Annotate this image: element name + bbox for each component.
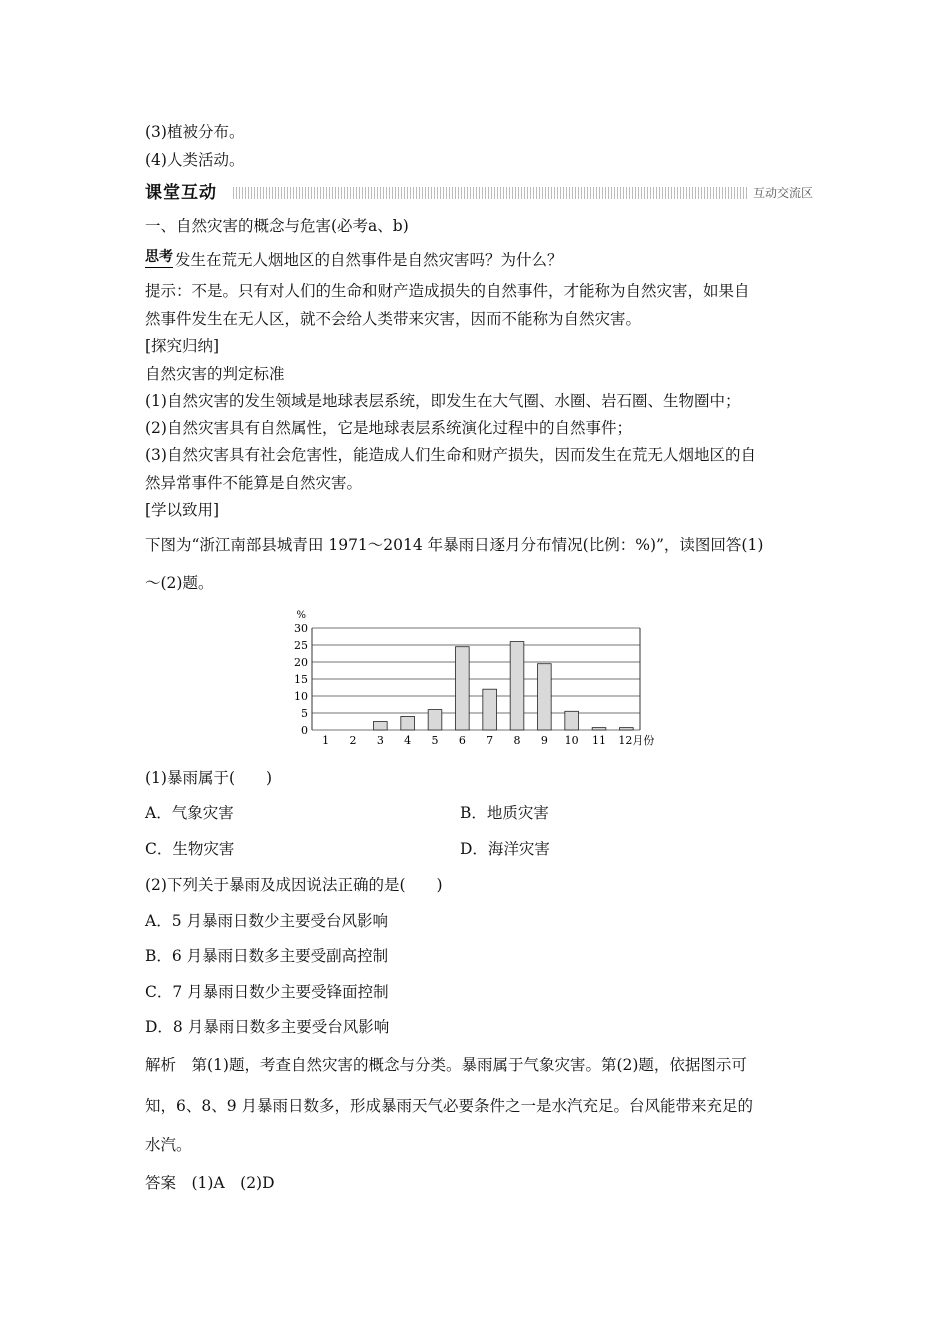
banner-tag: 互动交流区 [747, 185, 815, 201]
x-tick-label: 2 [349, 734, 357, 747]
list-item-vegetation: (3)植被分布。 [145, 123, 245, 141]
x-tick-label: 10 [564, 734, 579, 747]
intro-line-2: ～(2)题。 [145, 574, 214, 592]
criterion-3-line-1: (3)自然灾害具有社会危害性，能造成人们生命和财产损失，因而发生在荒无人烟地区的自 [145, 446, 756, 464]
x-tick-label: 9 [540, 734, 548, 747]
analysis-line-3: 水汽。 [145, 1136, 192, 1154]
y-tick-label: 10 [294, 690, 308, 703]
banner-title: 课堂互动 [145, 183, 217, 203]
q2-option-c: C．7 月暴雨日数少主要受锋面控制 [145, 983, 389, 1001]
y-tick-label: 0 [301, 724, 308, 737]
q2-option-d: D．8 月暴雨日数多主要受台风影响 [145, 1018, 390, 1036]
x-tick-label: 6 [458, 734, 466, 747]
banner-stripe [233, 187, 815, 199]
y-tick-label: 30 [294, 622, 308, 635]
answer-line: 答案 (1)A (2)D [145, 1174, 275, 1192]
list-item-human-activity: (4)人类活动。 [145, 151, 245, 169]
bar-month-9 [538, 664, 552, 730]
criteria-title: 自然灾害的判定标准 [145, 365, 285, 383]
x-tick-label: 1 [322, 734, 330, 747]
y-tick-label: 25 [294, 639, 308, 652]
think-question: 发生在荒无人烟地区的自然事件是自然灾害吗？为什么？ [175, 251, 563, 269]
bar-month-12 [620, 728, 634, 730]
analysis-line-1: 解析 第(1)题，考查自然灾害的概念与分类。暴雨属于气象灾害。第(2)题，依据图示可 [145, 1056, 747, 1074]
q1-option-a: A．气象灾害 [145, 804, 234, 822]
analysis-line-2: 知，6、8、9 月暴雨日数多，形成暴雨天气必要条件之一是水汽充足。台风能带来充足的 [145, 1097, 754, 1115]
hint-line-1: 提示：不是。只有对人们的生命和财产造成损失的自然事件，才能称为自然灾害，如果自 [145, 282, 750, 300]
rainstorm-bar-chart [280, 606, 700, 748]
x-tick-label: 8 [513, 734, 521, 747]
y-tick-label: 5 [301, 707, 308, 720]
bar-month-5 [428, 710, 442, 730]
bar-month-6 [456, 647, 470, 730]
x-tick-label: 7 [486, 734, 494, 747]
x-tick-label: 4 [404, 734, 412, 747]
bar-month-4 [401, 716, 415, 730]
q1-stem: (1)暴雨属于( ) [145, 769, 273, 787]
think-tag: 思考 [145, 247, 173, 268]
intro-line-1: 下图为“浙江南部县城青田 1971～2014 年暴雨日逐月分布情况(比例：%)”，读图回答(1) [145, 536, 764, 554]
bar-month-11 [592, 728, 606, 730]
bar-month-7 [483, 689, 497, 730]
x-tick-label: 3 [376, 734, 384, 747]
q2-option-b: B．6 月暴雨日数多主要受副高控制 [145, 947, 389, 965]
y-tick-label: 15 [294, 673, 308, 686]
q1-option-c: C．生物灾害 [145, 840, 235, 858]
criterion-2: (2)自然灾害具有自然属性，它是地球表层系统演化过程中的自然事件； [145, 419, 632, 437]
bar-month-10 [565, 711, 579, 730]
bar-month-3 [374, 722, 388, 731]
explore-label: [探究归纳] [145, 337, 220, 355]
section-banner [145, 183, 815, 203]
hint-line-2: 然事件发生在无人区，就不会给人类带来灾害，因而不能称为自然灾害。 [145, 310, 642, 328]
criterion-3-line-2: 然异常事件不能算是自然灾害。 [145, 474, 363, 492]
criterion-1: (1)自然灾害的发生领域是地球表层系统，即发生在大气圈、水圈、岩石圈、生物圈中； [145, 392, 741, 410]
section-heading: 一、自然灾害的概念与危害(必考a、b) [145, 217, 409, 235]
q2-stem: (2)下列关于暴雨及成因说法正确的是( ) [145, 876, 443, 894]
bar-month-8 [510, 642, 524, 730]
x-tick-label: 11 [592, 734, 606, 747]
y-axis-label: % [296, 610, 306, 621]
y-tick-label: 20 [294, 656, 308, 669]
apply-label: [学以致用] [145, 501, 220, 519]
q1-option-d: D．海洋灾害 [460, 840, 550, 858]
x-tick-label: 12月份 [618, 734, 655, 747]
think-question-line [145, 250, 563, 272]
x-tick-label: 5 [431, 734, 439, 747]
q1-option-b: B．地质灾害 [460, 804, 549, 822]
q2-option-a: A．5 月暴雨日数少主要受台风影响 [145, 912, 388, 930]
